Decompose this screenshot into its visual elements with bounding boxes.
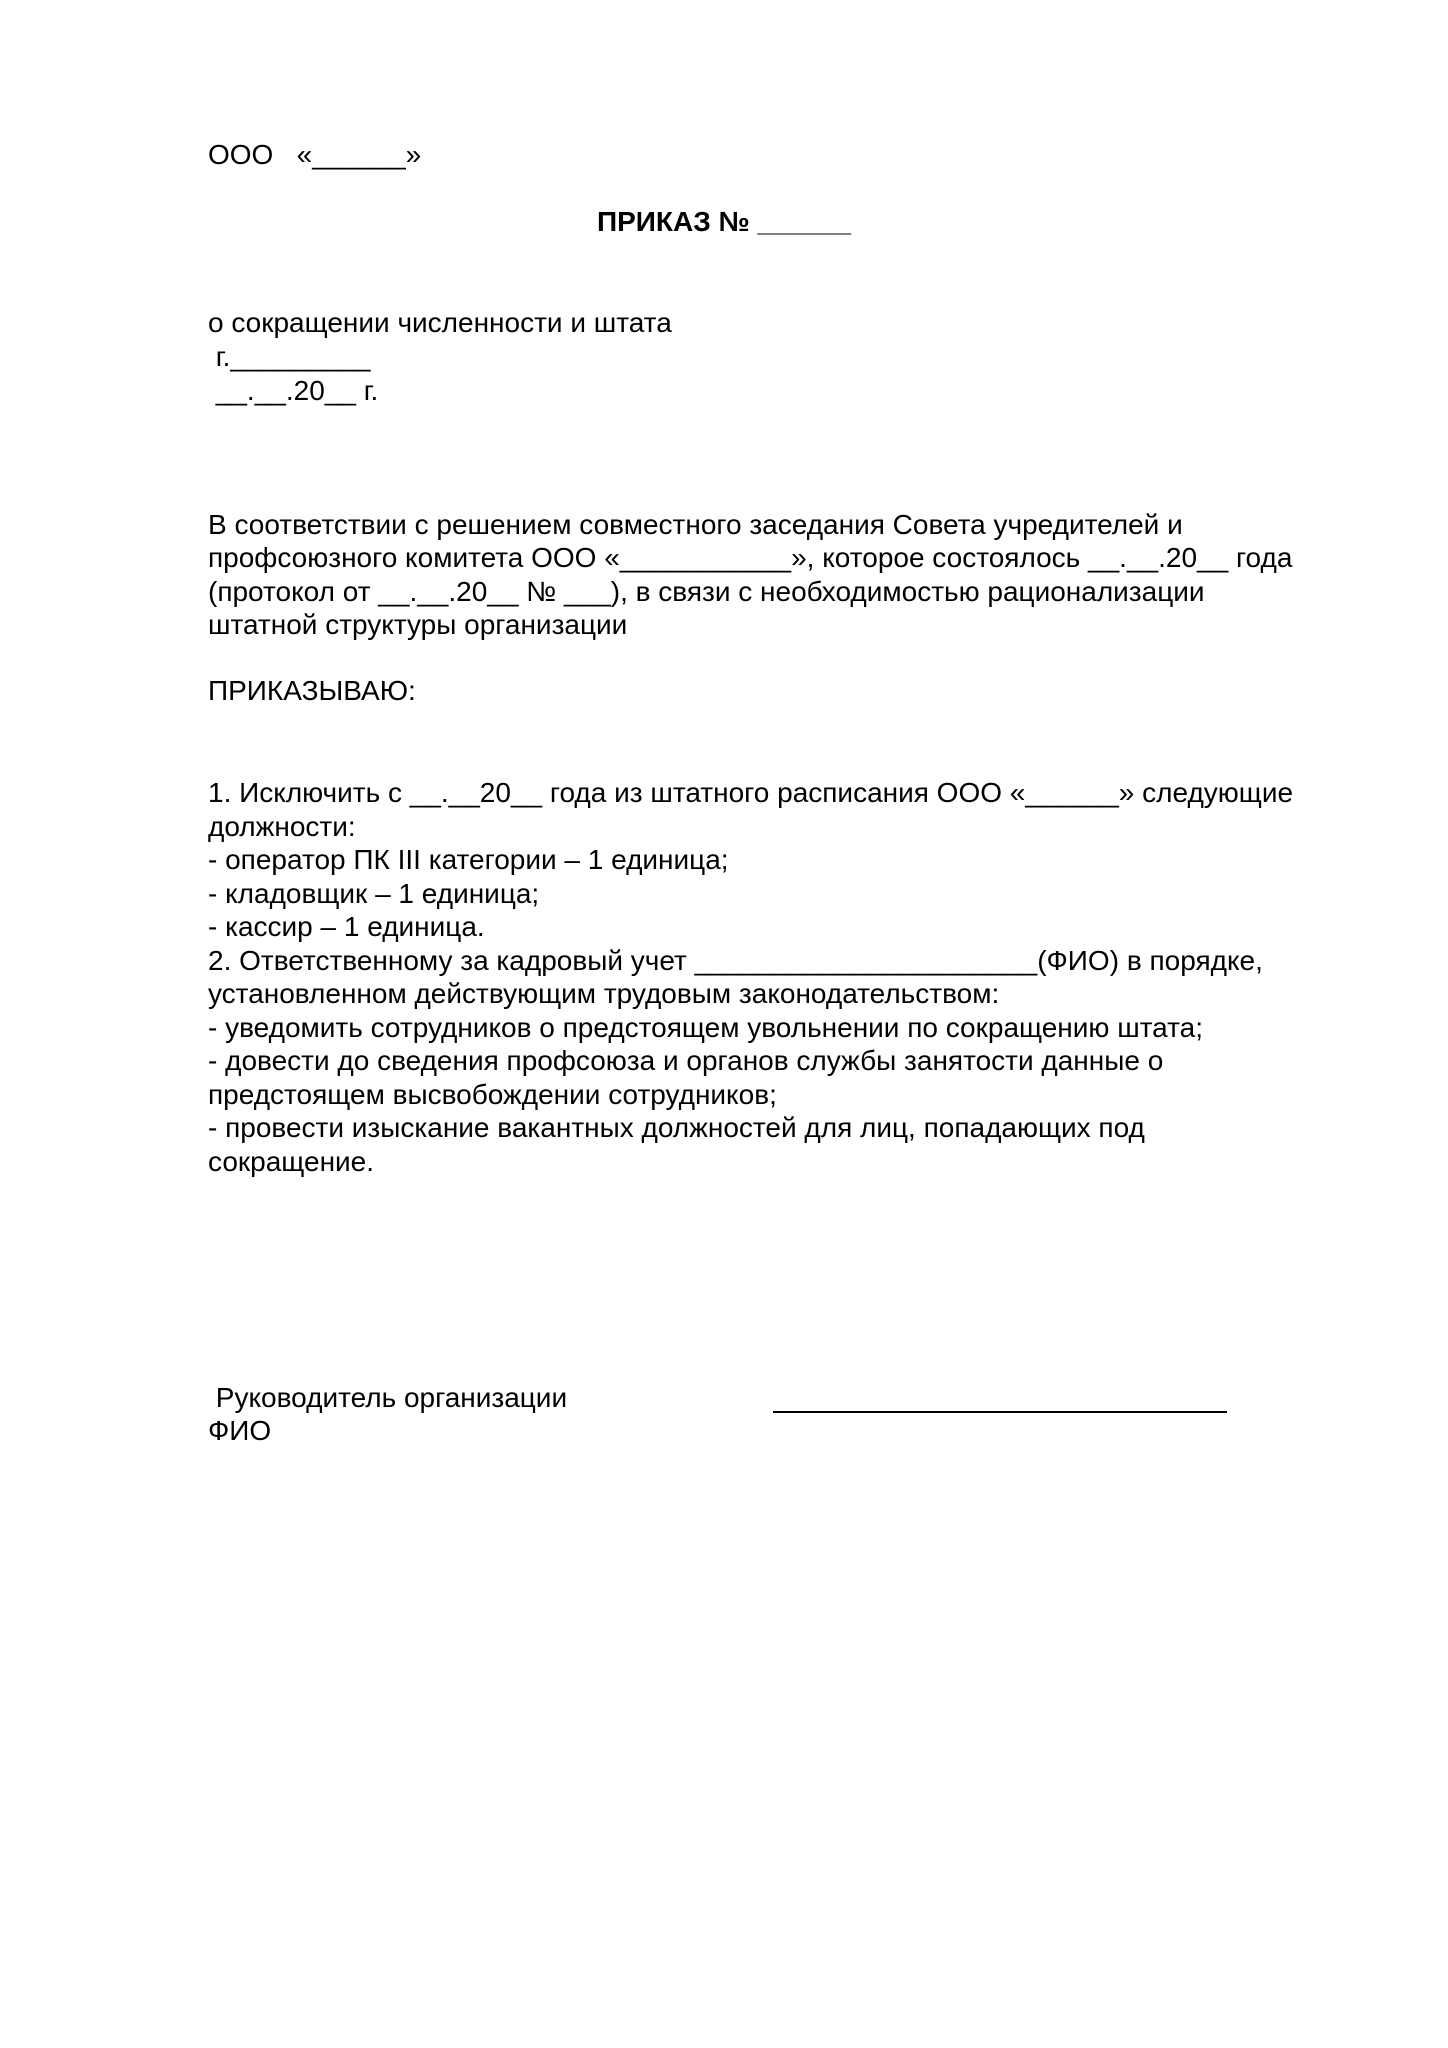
preamble-line: профсоюзного комитета ООО «___________», которое состоялось __.__.20__ года — [208, 542, 1293, 573]
order-item-line: - кассир – 1 единица. — [208, 911, 485, 942]
organization-name: ООО «______» — [208, 139, 422, 170]
order-title: ПРИКАЗ № ______ — [597, 206, 851, 237]
order-item-line: 2. Ответственному за кадровый учет ______________________(ФИО) в порядке, — [208, 945, 1263, 976]
order-subject: о сокращении численности и штата — [208, 307, 672, 338]
signature-line — [773, 1411, 1227, 1413]
order-item-line: - довести до сведения профсоюза и органов службы занятости данные о — [208, 1045, 1164, 1076]
order-item-line: - уведомить сотрудников о предстоящем увольнении по сокращению штата; — [208, 1012, 1203, 1043]
signatory-position: Руководитель организации — [208, 1382, 568, 1413]
order-word: ПРИКАЗЫВАЮ: — [208, 675, 416, 706]
preamble-line: (протокол от __.__.20__ № ___), в связи с необходимостью рационализации — [208, 576, 1205, 607]
order-date: __.__.20__ г. — [208, 375, 379, 406]
order-item-line: - кладовщик – 1 единица; — [208, 878, 540, 909]
preamble-line: штатной структуры организации — [208, 609, 628, 640]
order-item-line: - оператор ПК III категории – 1 единица; — [208, 844, 729, 875]
preamble-line: В соответствии с решением совместного заседания Совета учредителей и — [208, 509, 1183, 540]
order-item-line: 1. Исключить с __.__20__ года из штатного расписания ООО «______» следующие — [208, 777, 1294, 808]
order-city: г._________ — [208, 341, 371, 372]
order-item-line: сокращение. — [208, 1146, 375, 1177]
signatory-name: ФИО — [208, 1415, 272, 1446]
order-item-line: предстоящем высвобождении сотрудников; — [208, 1079, 777, 1110]
order-item-line: - провести изыскание вакантных должностей для лиц, попадающих под — [208, 1112, 1145, 1143]
order-item-line: должности: — [208, 811, 356, 842]
order-item-line: установленном действующим трудовым законодательством: — [208, 978, 1000, 1009]
